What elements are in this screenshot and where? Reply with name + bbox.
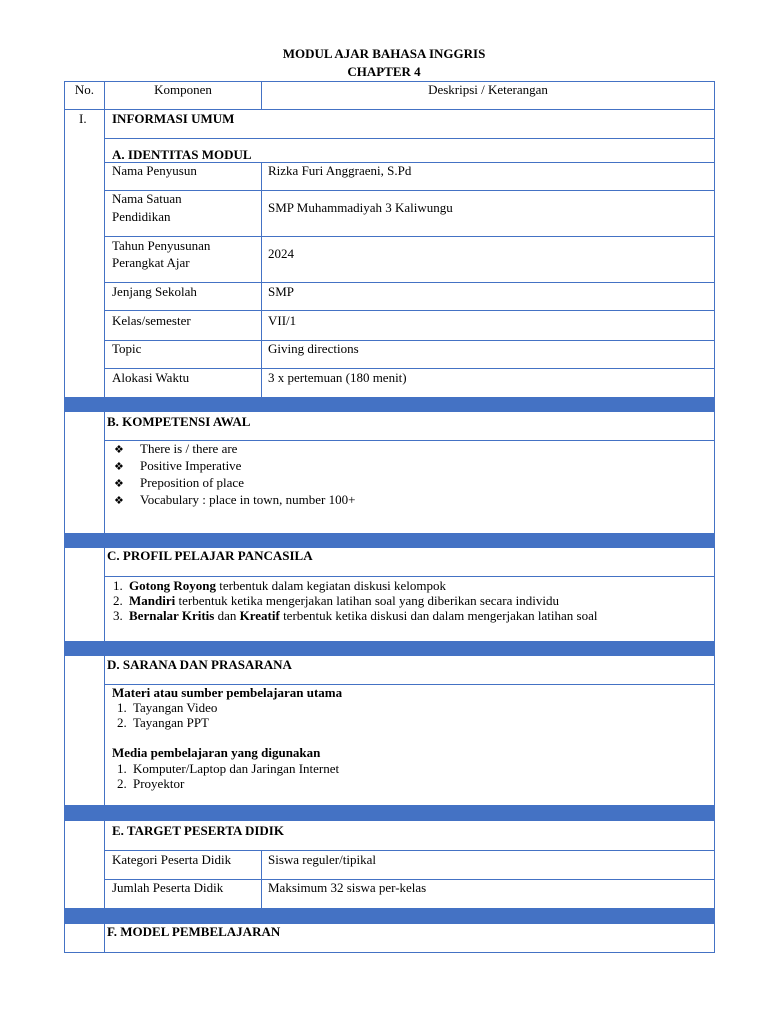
list-item: ❖ Preposition of place [114,475,244,490]
list-item: 1. Tayangan Video [117,700,218,715]
section-divider-band [64,397,715,412]
chapter-title: CHAPTER 4 [347,64,421,79]
section-number-cell [64,411,105,534]
identitas-value-nama-penyusun: Rizka Furi Anggraeni, S.Pd [268,163,412,178]
diamond-bullet-icon: ❖ [114,461,124,473]
identitas-value-kelas: VII/1 [268,313,297,328]
column-header-description: Deskripsi / Keterangan [428,82,548,97]
profil-list [113,578,598,623]
list-item: 2. Mandiri terbentuk ketika mengerjakan latihan soal yang diberikan secara individu [113,593,559,608]
section-number-cell [64,655,105,806]
identitas-label-kelas: Kelas/semester [112,313,191,328]
section-number-cell [64,923,105,953]
diamond-bullet-icon: ❖ [114,444,124,456]
list-item: ❖ Positive Imperative [114,458,242,473]
identitas-value-tahun: 2024 [268,246,294,261]
identitas-value-alokasi: 3 x pertemuan (180 menit) [268,370,407,385]
identitas-value-jenjang: SMP [268,284,295,299]
kompetensi-list [114,441,355,509]
column-header-no: No. [74,82,95,97]
section-number-cell [64,547,105,642]
identitas-value-cell [261,282,715,311]
list-item: 3. Bernalar Kritis dan Kreatif terbentuk ketika diskusi dan dalam mengerjakan latihan soal [113,608,598,623]
section-number-cell [64,109,105,398]
list-item: ❖ There is / there are [114,441,238,456]
section-divider-band [64,641,715,656]
section-divider-band [64,533,715,548]
target-value-jumlah: Maksimum 32 siswa per-kelas [268,880,427,895]
target-label-kategori: Kategori Peserta Didik [112,852,232,867]
identitas-value-topic: Giving directions [268,341,359,356]
section-number: I. [79,111,87,126]
identitas-label-tahun-line1: Tahun Penyusunan [112,238,211,253]
materi-list [117,700,217,730]
section-divider-band [64,908,715,924]
materi-heading: Materi atau sumber pembelajaran utama [112,685,343,700]
identitas-label-alokasi: Alokasi Waktu [112,370,190,385]
identitas-label-jenjang: Jenjang Sekolah [112,284,197,299]
target-heading: E. TARGET PESERTA DIDIK [112,823,284,838]
list-item: 2. Tayangan PPT [117,715,209,730]
target-label-jumlah: Jumlah Peserta Didik [112,880,224,895]
diamond-bullet-icon: ❖ [114,495,124,507]
identitas-label-nama-penyusun: Nama Penyusun [112,163,197,178]
model-heading: F. MODEL PEMBELAJARAN [107,924,281,939]
media-heading: Media pembelajaran yang digunakan [112,745,321,760]
identitas-label-satuan-line1: Nama Satuan [112,191,182,206]
identitas-label-satuan-line2: Pendidikan [112,209,171,224]
section-number-cell [64,820,105,909]
column-header-component: Komponen [154,82,212,97]
identitas-heading: A. IDENTITAS MODUL [112,147,252,162]
list-item: 1. Gotong Royong terbentuk dalam kegiatan diskusi kelompok [113,578,447,593]
section-divider-band [64,805,715,821]
diamond-bullet-icon: ❖ [114,478,124,490]
list-item: 1. Komputer/Laptop dan Jaringan Internet [117,761,340,776]
list-item: 2. Proyektor [117,776,185,791]
section-title: INFORMASI UMUM [112,111,235,126]
identitas-value-satuan: SMP Muhammadiyah 3 Kaliwungu [268,200,453,215]
media-list [117,761,339,791]
identitas-value-cell [261,236,715,283]
identitas-value-cell [261,310,715,341]
list-item: ❖ Vocabulary : place in town, number 100+ [114,492,356,507]
target-value-kategori: Siswa reguler/tipikal [268,852,376,867]
document-title: MODUL AJAR BAHASA INGGRIS [282,46,486,61]
kompetensi-heading: B. KOMPETENSI AWAL [107,414,251,429]
sarana-heading: D. SARANA DAN PRASARANA [107,657,292,672]
identitas-label-tahun-line2: Perangkat Ajar [112,255,190,270]
identitas-label-topic: Topic [112,341,142,356]
profil-heading: C. PROFIL PELAJAR PANCASILA [107,548,313,563]
